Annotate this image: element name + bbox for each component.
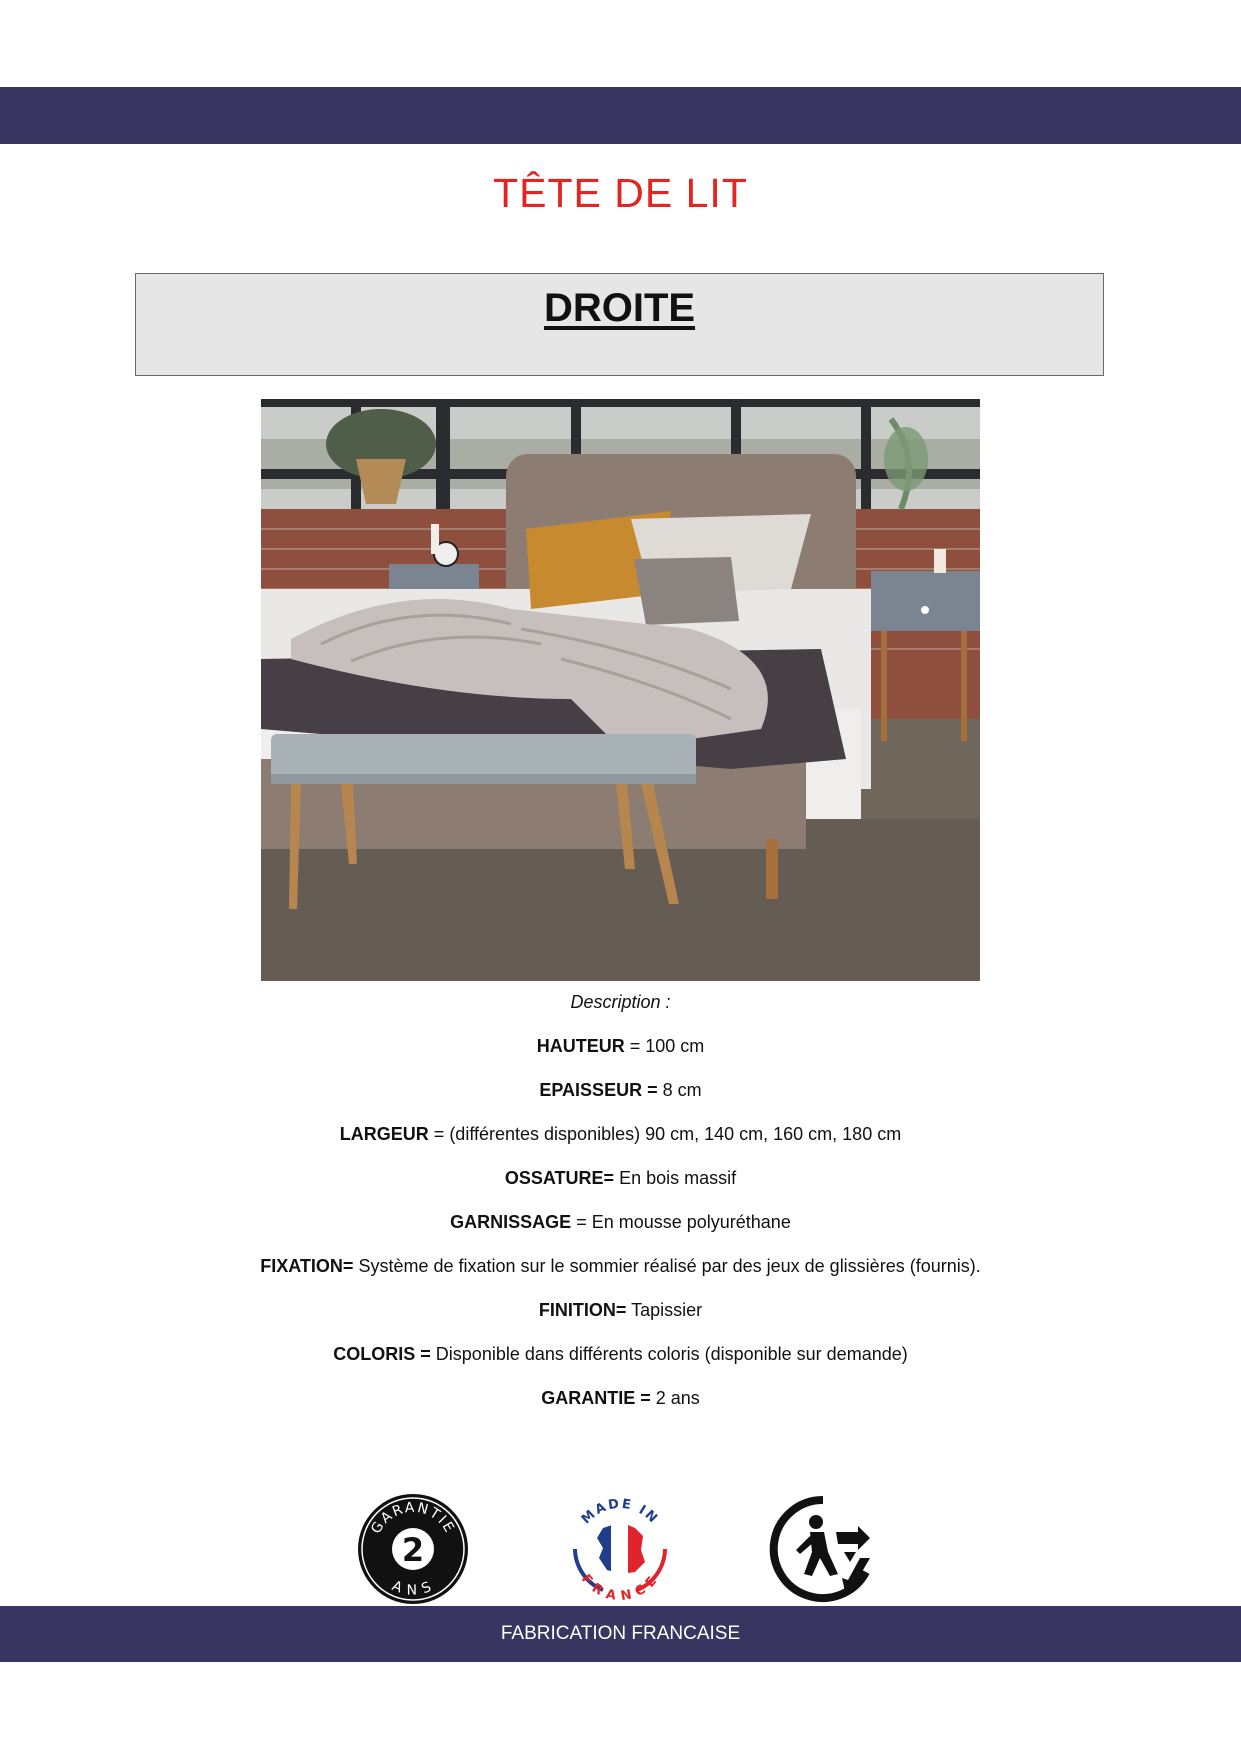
model-box	[135, 273, 1104, 376]
spec-value: En bois massif	[619, 1168, 737, 1188]
spec-epaisseur	[0, 1076, 1241, 1104]
spec-separator: =	[571, 1212, 592, 1232]
spec-finition	[0, 1296, 1241, 1324]
spec-separator: =	[428, 1124, 450, 1144]
spec-label: OSSATURE=	[504, 1168, 615, 1188]
made-in-france-logo	[563, 1492, 677, 1606]
spec-value: Tapissier	[631, 1300, 703, 1320]
spec-label: GARNISSAGE	[450, 1212, 572, 1232]
spec-ossature	[0, 1164, 1241, 1192]
spec-label: EPAISSEUR =	[539, 1080, 658, 1100]
svg-text:FRANCE	[578, 1572, 662, 1604]
spec-list	[0, 988, 1241, 1428]
spec-value: 8 cm	[662, 1080, 702, 1100]
product-photo	[261, 399, 980, 981]
mif-bottom-text: FRANCE	[578, 1571, 662, 1605]
spec-label: FINITION=	[538, 1300, 627, 1320]
spec-value: En mousse polyuréthane	[591, 1212, 791, 1232]
spec-value: Disponible dans différents coloris (disponible sur demande)	[435, 1344, 908, 1364]
document-title: TÊTE DE LIT	[493, 170, 748, 216]
spec-garnissage	[0, 1208, 1241, 1236]
spec-label: LARGEUR	[339, 1124, 429, 1144]
spec-value: 2 ans	[655, 1388, 700, 1408]
description-label: Description :	[570, 992, 671, 1012]
header-bar	[0, 87, 1241, 144]
spec-garantie	[0, 1384, 1241, 1412]
spec-value: 100 cm	[645, 1036, 705, 1056]
spec-separator: =	[624, 1036, 646, 1056]
footer-bar	[0, 1606, 1241, 1662]
spec-label: HAUTEUR	[536, 1036, 625, 1056]
guarantee-number: 2	[401, 1531, 425, 1569]
spec-value: Système de fixation sur le sommier réalisé par des jeux de glissières (fournis).	[358, 1256, 981, 1276]
guarantee-bottom-text: ANS	[389, 1577, 437, 1599]
recycling-logo-icon	[766, 1492, 880, 1606]
guarantee-top-text: GARANTIE	[368, 1499, 458, 1537]
spec-hauteur	[0, 1032, 1241, 1060]
spec-label: FIXATION=	[260, 1256, 354, 1276]
mif-top-text: MADE IN	[578, 1496, 662, 1528]
spec-value: (différentes disponibles) 90 cm, 140 cm, 160 cm, 180 cm	[449, 1124, 902, 1144]
spec-largeur	[0, 1120, 1241, 1148]
spec-label: GARANTIE =	[541, 1388, 651, 1408]
spec-label: COLORIS =	[333, 1344, 431, 1364]
guarantee-logo	[356, 1492, 470, 1606]
spec-fixation	[0, 1252, 1241, 1280]
model-name: DROITE	[543, 286, 696, 330]
footer-text: FABRICATION FRANCAISE	[500, 1623, 741, 1644]
spec-coloris	[0, 1340, 1241, 1368]
